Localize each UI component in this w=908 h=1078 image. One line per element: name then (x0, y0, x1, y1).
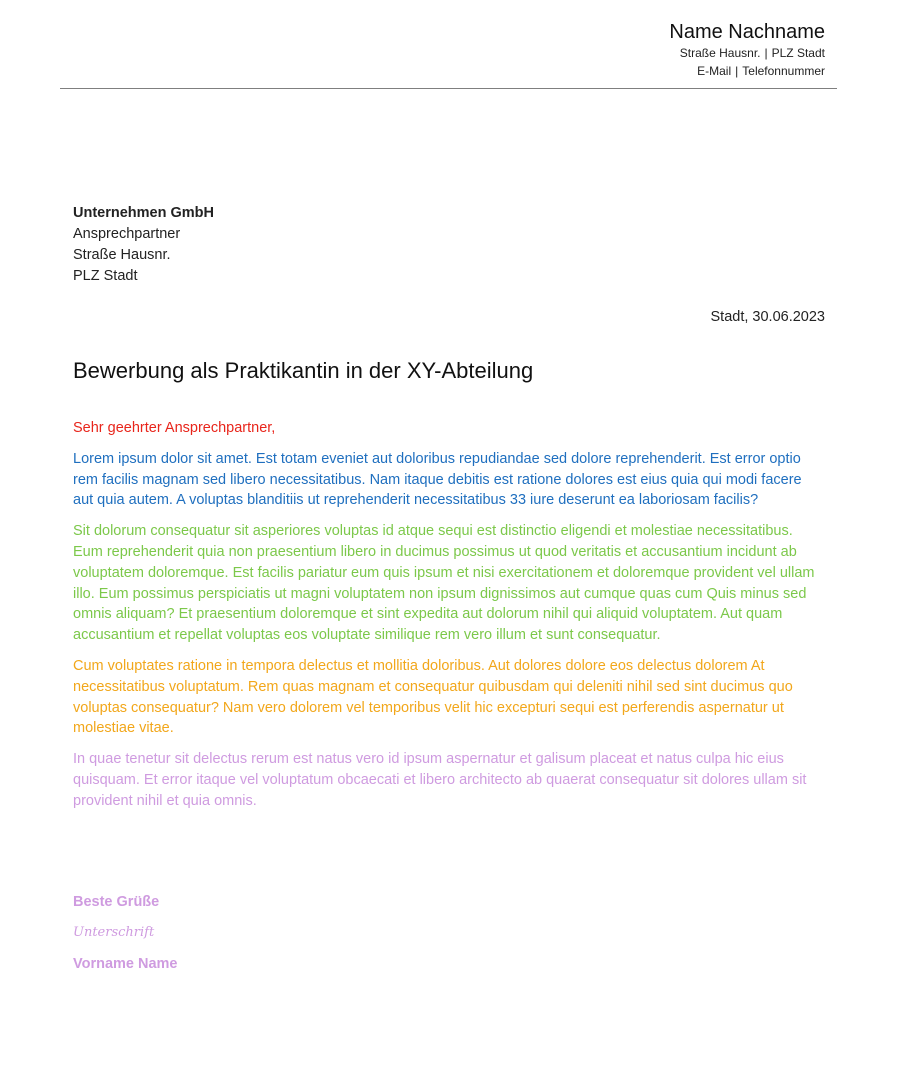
sender-city: PLZ Stadt (771, 46, 825, 60)
paragraph-motivation: Cum voluptates ratione in tempora delectus et mollitia doloribus. Aut dolores dolore eos delectus dolorem At necessitatibus voluptatum. Rem quas magnam et consequatur quibusdam qui deleniti nihil sed sint ducimus quo voluptas consequatur? Nam vero dolorem vel temporibus velit hic excepturi sequi est perferendis aspernatur ut molestiae vitae. (73, 657, 793, 737)
sender-header (669, 20, 825, 80)
sender-email: E-Mail (697, 64, 732, 78)
paragraph-main: Sit dolorum consequatur sit asperiores voluptas id atque sequi est distinctio eligendi et molestiae necessitatibus. Eum reprehenderit quia non praesentium libero in ducimus possimus ut quod veritatis et accusantium incidunt ab voluptatem doloremque. Est facilis pariatur eum quis ipsum et nisi exercitationem et doloremque provident vel ullam illo. Eum possimus perspiciatis ut magni voluptatem non ipsum dignissimos aut cumque quas cum Quis minus sed omnis aliquam? Et praesentium doloremque et sint expedita aut dolorum nihil qui aliquid voluptatem. Aut quam accusantium et repellat voluptas eos voluptate similique rem vero illum et sunt consequatur. (73, 523, 815, 644)
paragraph-closing: In quae tenetur sit delectus rerum est natus vero id ipsum aspernatur et galisum placeat et natus culpa hic eius quisquam. Et error itaque vel voluptatum obcaecati et libero architecto ab quaerat consequatur sit dolores ullam sit provident nihil et quia omnis. (73, 751, 807, 809)
letter-subject: Bewerbung als Praktikantin in der XY-Abteilung (73, 358, 534, 383)
sender-name: Name Nachname (669, 21, 825, 43)
letter-date: Stadt, 30.06.2023 (710, 309, 825, 325)
recipient-contact: Ansprechpartner (73, 226, 181, 242)
separator: | (764, 46, 768, 60)
closing-name: Vorname Name (73, 956, 178, 972)
sender-street: Straße Hausnr. (679, 46, 761, 60)
closing-greeting: Beste Grüße (73, 894, 160, 910)
sender-contact-line (669, 62, 825, 80)
recipient-city: PLZ Stadt (73, 268, 138, 284)
salutation: Sehr geehrter Ansprechpartner, (73, 420, 276, 436)
signature: Unterschrift (73, 925, 155, 940)
letter-closing (73, 892, 178, 974)
paragraph-introduction: Lorem ipsum dolor sit amet. Est totam eveniet aut doloribus repudiandae sed dolore reprehenderit. Est error optio rem facilis magnam sed libero necessitatibus. Nam itaque debitis est ratione dolores est eius quia qui modi facere aut quia autem. A voluptas blanditiis ut reprehenderit necessitatibus 33 iure deserunt ea laboriosam facilis? (73, 450, 802, 509)
header-divider (60, 88, 837, 89)
letter-body (73, 418, 825, 822)
separator: | (735, 64, 739, 78)
recipient-address (73, 203, 214, 287)
recipient-company: Unternehmen GmbH (73, 205, 214, 221)
sender-address-line (669, 44, 825, 62)
sender-phone: Telefonnummer (742, 64, 825, 78)
recipient-street: Straße Hausnr. (73, 247, 171, 263)
